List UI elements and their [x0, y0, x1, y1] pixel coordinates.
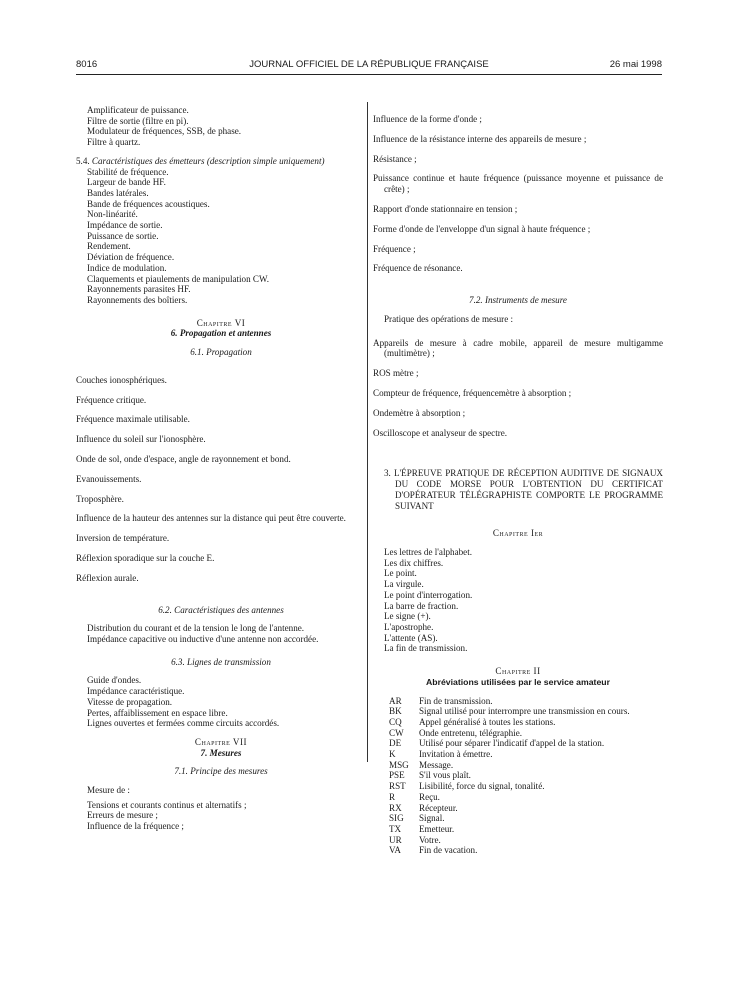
- abbreviation-meaning: Invitation à émettre.: [419, 749, 493, 760]
- section-6-3-heading: 6.3. Lignes de transmission: [171, 656, 271, 667]
- abbreviation-code: PSE: [389, 770, 405, 781]
- chapter-1-label: Chapitre Ier: [492, 528, 544, 539]
- list-item: Influence de la résistance interne des appareils de mesure ;: [373, 133, 587, 144]
- abbreviation-code: VA: [389, 845, 401, 856]
- chapter-2-title: Abréviations utilisées par le service amateur: [426, 676, 610, 687]
- abbreviation-code: BK: [389, 706, 402, 717]
- list-item: Le signe (+).: [384, 611, 431, 622]
- list-item: Le point d'interrogation.: [384, 589, 473, 600]
- abbreviation-code: DE: [389, 738, 402, 749]
- section-6-1-list: [76, 375, 366, 584]
- abbreviation-row: [389, 717, 630, 728]
- abbreviation-code: CW: [389, 727, 404, 738]
- list-item: Forme d'onde de l'enveloppe d'un signal à haute fréquence ;: [373, 223, 591, 234]
- abbreviation-row: [389, 749, 630, 760]
- list-item: L'attente (AS).: [384, 632, 438, 643]
- abbreviation-row: [389, 760, 630, 771]
- chapter-1-list: [373, 547, 663, 654]
- abbreviation-meaning: Signal utilisé pour interrompre une transmission en cours.: [419, 706, 630, 717]
- list-item: Inversion de température.: [76, 533, 170, 544]
- list-item: Distribution du courant et de la tension le long de l'antenne.: [87, 623, 305, 634]
- abbreviation-row: [389, 781, 630, 792]
- section-6-2-heading: 6.2. Caractéristiques des antennes: [158, 604, 284, 615]
- abbreviation-meaning: Utilisé pour séparer l'indicatif d'appel de la station.: [419, 738, 605, 749]
- section-7-1-intro: Mesure de :: [87, 785, 130, 796]
- list-item: Rendement.: [87, 241, 131, 252]
- list-item: La fin de transmission.: [384, 643, 468, 654]
- abbreviation-row: [389, 792, 630, 803]
- abbreviation-code: TX: [389, 823, 402, 834]
- list-item: Résistance ;: [373, 153, 417, 164]
- column-divider: [367, 102, 368, 762]
- list-item: Fréquence de résonance.: [373, 263, 463, 274]
- header-rule: [76, 74, 662, 75]
- list-item: Impédance caractéristique.: [87, 686, 185, 697]
- page-header: [76, 59, 662, 71]
- abbreviation-code: MSG: [389, 759, 409, 770]
- section-7-1-heading: 7.1. Principe des mesures: [174, 766, 268, 777]
- list-item: Puissance continue et haute fréquence (puissance moyenne et puissance de crête) ;: [373, 173, 663, 195]
- publication-date: 26 mai 1998: [609, 59, 662, 70]
- chapter-6-title: 6. Propagation et antennes: [170, 328, 272, 339]
- abbreviation-row: [389, 813, 630, 824]
- list-item: Largeur de bande HF.: [87, 177, 166, 188]
- abbreviation-code: RST: [389, 781, 406, 792]
- list-item: Fréquence ;: [373, 243, 416, 254]
- list-item: Les dix chiffres.: [384, 557, 444, 568]
- list-item: Influence de la hauteur des antennes sur la distance qui peut être couverte.: [76, 513, 346, 524]
- abbreviation-meaning: Reçu.: [419, 791, 440, 802]
- abbreviation-code: K: [389, 749, 396, 760]
- list-item: Impédance de sortie.: [87, 220, 163, 231]
- section-6-2-list: [76, 623, 366, 644]
- list-item: Lignes ouvertes et fermées comme circuits accordés.: [87, 718, 280, 729]
- top-list: [76, 105, 366, 148]
- list-item: Les lettres de l'alphabet.: [384, 547, 472, 558]
- list-item: Influence de la forme d'onde ;: [373, 114, 482, 125]
- chapter-7-title: 7. Mesures: [200, 747, 242, 758]
- abbreviation-meaning: Message.: [419, 759, 454, 770]
- list-item: Filtre à quartz.: [87, 137, 141, 148]
- section-6-3-list: [76, 675, 366, 729]
- abbreviation-row: [389, 770, 630, 781]
- abbreviation-row: [389, 728, 630, 739]
- abbreviation-code: R: [389, 791, 396, 802]
- abbreviation-meaning: Récepteur.: [419, 802, 458, 813]
- list-item: Appareils de mesure à cadre mobile, appareil de mesure multigamme (multimètre) ;: [373, 337, 663, 359]
- abbreviation-meaning: Signal.: [419, 813, 445, 824]
- section-7-2-heading: 7.2. Instruments de mesure: [469, 295, 567, 306]
- list-item: Indice de modulation.: [87, 262, 167, 273]
- section-6-1-heading: 6.1. Propagation: [190, 347, 252, 358]
- section-7-1-list: [76, 800, 366, 832]
- journal-title: JOURNAL OFFICIEL DE LA RÉPUBLIQUE FRANÇAISE: [249, 59, 489, 70]
- abbreviation-row: [389, 803, 630, 814]
- right-column: [373, 105, 663, 856]
- chapter-7-label: Chapitre VII: [194, 736, 248, 747]
- list-item: Impédance capacitive ou inductive d'une antenne non accordée.: [87, 634, 319, 645]
- list-item: Stabilité de fréquence.: [87, 166, 169, 177]
- abbreviation-meaning: Fin de transmission.: [419, 695, 493, 706]
- page-number: 8016: [76, 59, 98, 70]
- list-item: Rayonnements des boîtiers.: [87, 294, 188, 305]
- abbreviation-code: RX: [389, 802, 402, 813]
- list-item: Puissance de sortie.: [87, 230, 159, 241]
- list-item: Non-linéarité.: [87, 209, 138, 220]
- abbreviation-row: [389, 824, 630, 835]
- list-item: Troposphère.: [76, 493, 124, 504]
- abbreviation-meaning: Onde entretenu, télégraphie.: [419, 727, 523, 738]
- list-item: Bandes latérales.: [87, 187, 149, 198]
- list-item: Couches ionosphériques.: [76, 374, 167, 385]
- list-item: Claquements et piaulements de manipulation CW.: [87, 273, 270, 284]
- list-item: Pertes, affaiblissement en espace libre.: [87, 707, 228, 718]
- list-item: L'apostrophe.: [384, 621, 434, 632]
- abbreviation-code: CQ: [389, 716, 402, 727]
- section-7-2-list: [373, 338, 663, 439]
- section-5-4-list: [76, 167, 366, 306]
- abbreviation-code: UR: [389, 834, 402, 845]
- abbreviation-meaning: S'il vous plaît.: [419, 770, 471, 781]
- list-item: Erreurs de mesure ;: [87, 810, 158, 821]
- abbreviation-row: [389, 835, 630, 846]
- abbreviation-meaning: Lisibilité, force du signal, tonalité.: [419, 781, 545, 792]
- abbreviations-table: [389, 696, 630, 857]
- abbreviation-code: AR: [389, 695, 402, 706]
- abbreviation-row: [389, 845, 630, 856]
- list-item: Fréquence maximale utilisable.: [76, 414, 190, 425]
- list-item: Réflexion sporadique sur la couche E.: [76, 553, 215, 564]
- list-item: Bande de fréquences acoustiques.: [87, 198, 210, 209]
- list-item: La virgule.: [384, 579, 424, 590]
- list-item: Tensions et courants continus et alternatifs ;: [87, 799, 247, 810]
- list-item: Amplificateur de puissance.: [87, 105, 189, 115]
- measure-continued-list: [373, 114, 663, 274]
- list-item: Influence du soleil sur l'ionosphère.: [76, 434, 206, 445]
- list-item: Oscilloscope et analyseur de spectre.: [373, 427, 508, 438]
- section-3-heading: 3. L'ÉPREUVE PRATIQUE DE RÉCEPTION AUDITIVE DE SIGNAUX DU CODE MORSE POUR L'OBTENTION DU CERTIFICAT D'OPÉRATEUR TÉLÉGRAPHISTE COMPORTE LE PROGRAMME SUIVANT: [384, 468, 663, 511]
- list-item: Réflexion aurale.: [76, 572, 139, 583]
- list-item: Modulateur de fréquences, SSB, de phase.: [87, 126, 242, 137]
- section-number: 5.4.: [76, 155, 90, 166]
- list-item: Compteur de fréquence, fréquencemètre à absorption ;: [373, 387, 572, 398]
- list-item: Rapport d'onde stationnaire en tension ;: [373, 203, 518, 214]
- abbreviation-row: [389, 696, 630, 707]
- list-item: Fréquence critique.: [76, 394, 147, 405]
- chapter-6-label: Chapitre VI: [196, 317, 246, 328]
- abbreviation-meaning: Fin de vacation.: [419, 845, 478, 856]
- list-item: Ondemètre à absorption ;: [373, 407, 466, 418]
- list-item: La barre de fraction.: [384, 600, 459, 611]
- list-item: Guide d'ondes.: [87, 675, 142, 686]
- chapter-2-label: Chapitre II: [495, 666, 541, 677]
- list-item: Evanouissements.: [76, 473, 142, 484]
- section-title: Caractéristiques des émetteurs (description simple uniquement): [91, 155, 325, 166]
- section-5-4-heading: [76, 156, 366, 167]
- abbreviation-meaning: Emetteur.: [419, 823, 455, 834]
- list-item: Rayonnements parasites HF.: [87, 284, 191, 295]
- abbreviation-meaning: Appel généralisé à toutes les stations.: [419, 716, 556, 727]
- list-item: ROS mètre ;: [373, 368, 419, 379]
- list-item: Déviation de fréquence.: [87, 252, 175, 263]
- abbreviation-meaning: Votre.: [419, 834, 441, 845]
- left-column: [76, 105, 366, 832]
- abbreviation-code: SIG: [389, 813, 404, 824]
- list-item: Vitesse de propagation.: [87, 696, 173, 707]
- abbreviation-row: [389, 738, 630, 749]
- list-item: Le point.: [384, 568, 417, 579]
- list-item: Influence de la fréquence ;: [87, 821, 184, 832]
- list-item: Onde de sol, onde d'espace, angle de rayonnement et bond.: [76, 454, 291, 465]
- list-item: Filtre de sortie (filtre en pi).: [87, 115, 189, 126]
- section-7-2-intro: Pratique des opérations de mesure :: [384, 313, 514, 324]
- abbreviation-row: [389, 706, 630, 717]
